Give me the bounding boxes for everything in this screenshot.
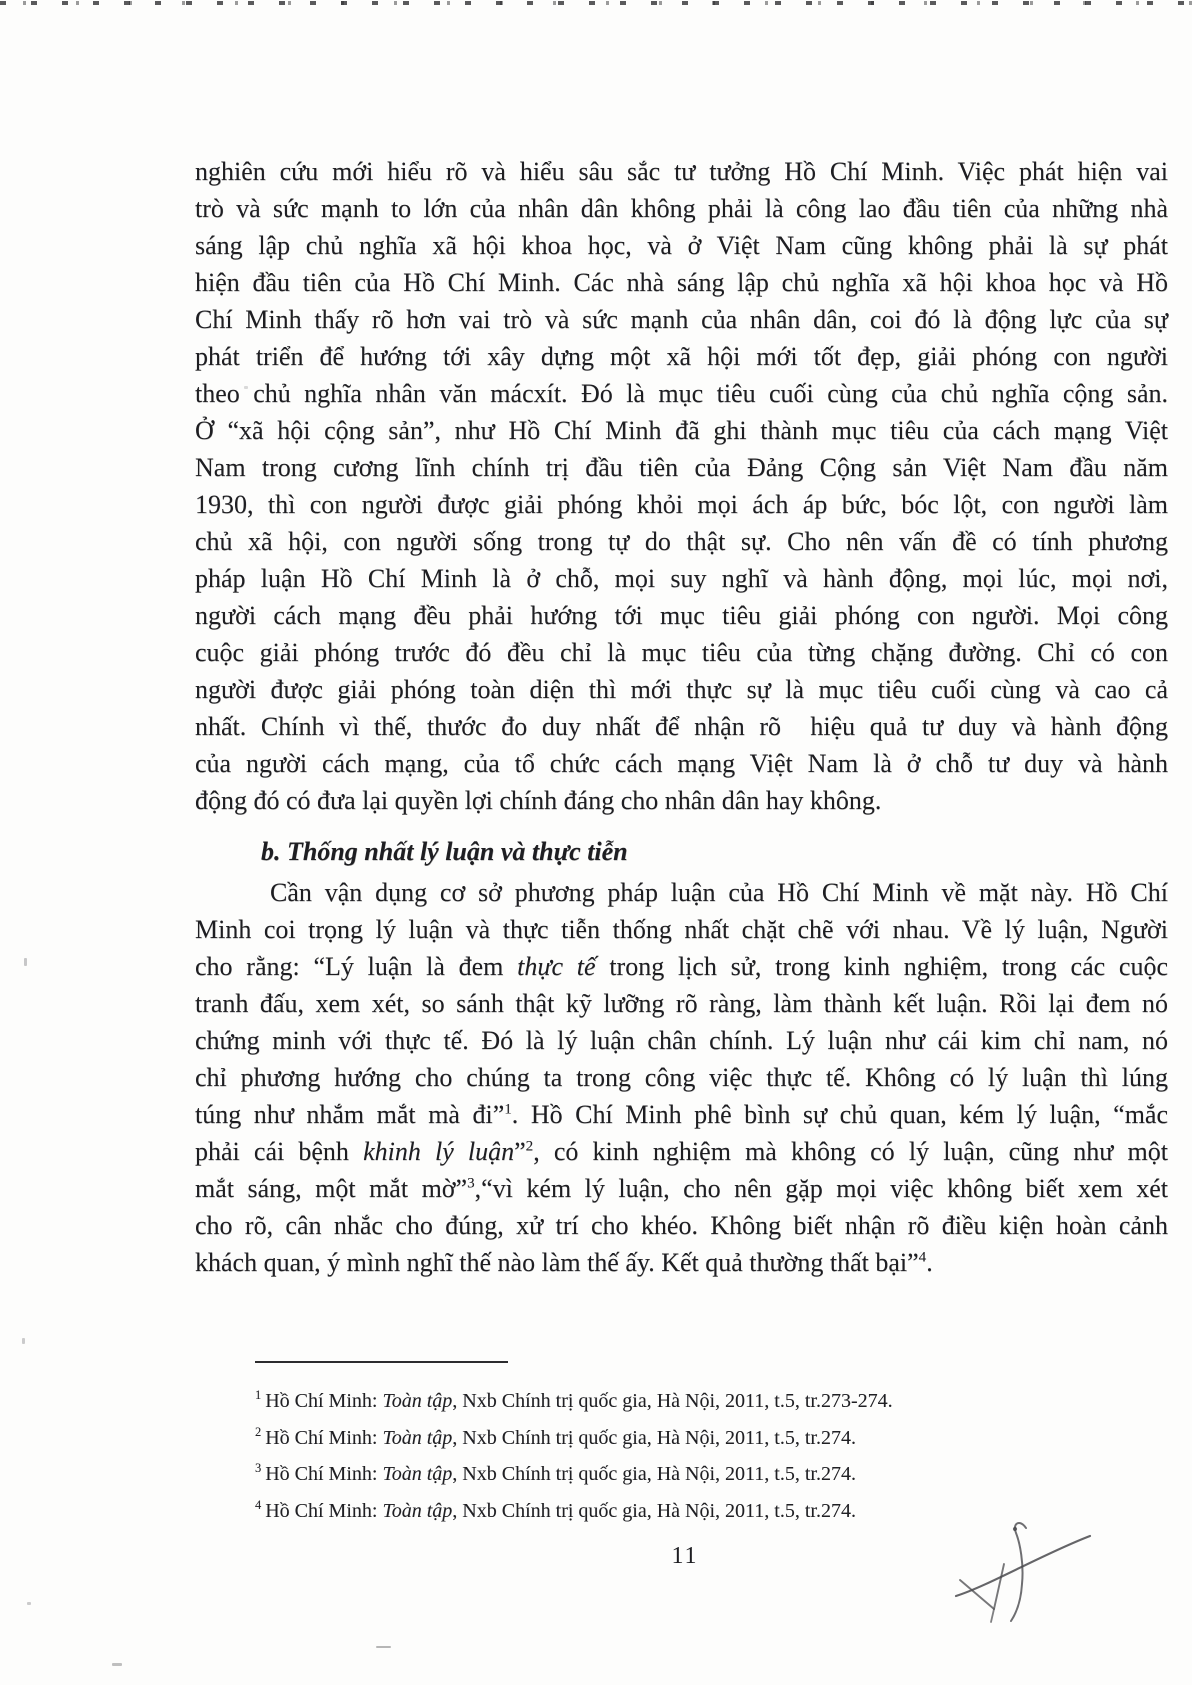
paragraph-continuation [195,153,1168,819]
text-span: trong lịch sử, trong kinh nghiệm, trong các cuộc [595,952,1168,981]
text-span: khách quan, ý mình nghĩ thế nào làm thế ấy. Kết quả thường thất bại” [195,1248,919,1277]
body-text-line [195,597,1168,634]
italic-text-span: Toàn tập [382,1426,453,1449]
scan-noise-speck [244,386,248,389]
body-text-line [195,1022,1168,1059]
text-span: trò và sức mạnh to lớn của nhân dân không phải là công lao đầu tiên của những nhà [195,194,1168,223]
body-text-line [195,560,1168,597]
body-text-line [195,1059,1168,1096]
footnote-line [255,1493,955,1530]
text-span: . [926,1248,933,1277]
text-span: cuộc giải phóng trước đó đều chỉ là mục tiêu của từng chặng đường. Chỉ có con [195,638,1168,667]
text-span: ,“vì kém lý luận, cho nên gặp mọi việc không biết xem xét [474,1174,1169,1203]
body-text-line [195,1133,1168,1170]
text-span: động đó có đưa lại quyền lợi chính đáng cho nhân dân hay không. [195,786,882,815]
body-text-line [195,1170,1168,1207]
text-span: nhất. Chính vì thế, thước đo duy nhất để nhận rõ hiệu quả tư duy và hành động [195,712,1168,741]
text-span: Minh coi trọng lý luận và thực tiễn thống nhất chặt chẽ với nhau. Về lý luận, Người [195,915,1168,944]
text-span: 1930, thì con người được giải phóng khỏi mọi ách áp bức, bóc lột, con người làm [195,490,1168,519]
body-text-line [195,338,1168,375]
footnote-list [255,1383,955,1529]
text-span: pháp luận Hồ Chí Minh là ở chỗ, mọi suy nghĩ và hành động, mọi lúc, mọi nơi, [195,564,1168,593]
text-span: mắt sáng, một mắt mờ” [195,1174,468,1203]
body-text-line [195,634,1168,671]
handwritten-mark [948,1516,1098,1634]
text-span: hiện đầu tiên của Hồ Chí Minh. Các nhà sáng lập chủ nghĩa xã hội khoa học và Hồ [195,268,1168,297]
text-span: tranh đấu, xem xét, so sánh thật kỹ lưỡng rõ ràng, làm thành kết luận. Rồi lại đem nó [195,989,1168,1018]
footnote-reference-superscript: 2 [525,1138,534,1155]
scan-noise-speck [112,1663,122,1666]
italic-text-span: Toàn tập [382,1463,453,1485]
body-text-line [195,671,1168,708]
footnote-reference-superscript: 3 [467,1175,475,1192]
body-text-line [195,1096,1168,1133]
footnote-reference-superscript: 4 [255,1497,262,1512]
footnote-line [255,1420,955,1457]
body-text-line [195,745,1168,782]
text-span: phải cái bệnh [195,1137,364,1166]
text-span: theo chủ nghĩa nhân văn mácxít. Đó là mục tiêu cuối cùng của chủ nghĩa cộng sản. [195,379,1168,408]
text-span: Cần vận dụng cơ sở phương pháp luận của Hồ Chí Minh về mặt này. Hồ Chí [270,878,1168,907]
scan-noise-speck [376,1646,391,1648]
text-span: sáng lập chủ nghĩa xã hội khoa học, và ở Việt Nam cũng không phải là sự phát [195,231,1168,260]
text-span: Chí Minh thấy rõ hơn vai trò và sức mạnh của nhân dân, coi đó là động lực của sự [195,305,1168,334]
text-span: người cách mạng đều phải hướng tới mục tiêu giải phóng con người. Mọi công [195,601,1168,630]
footnotes-block [255,1361,955,1529]
body-text-line [195,486,1168,523]
body-text-line [195,153,1168,190]
text-span: Hồ Chí Minh: [265,1463,383,1485]
body-text-line [195,412,1168,449]
text-span: , Nxb Chính trị quốc gia, Hà Nội, 2011, t.5, tr.273-274. [452,1390,893,1412]
text-span: Nam trong cương lĩnh chính trị đầu tiên của Đảng Cộng sản Việt Nam đầu năm [195,453,1168,482]
italic-text-span: khinh lý luận [363,1137,515,1166]
text-span: cho rằng: “Lý luận là đem [195,952,518,981]
scan-noise-speck [27,1602,31,1605]
scan-noise-speck [22,1338,25,1344]
footnote-line [255,1456,955,1493]
section-heading: b. Thống nhất lý luận và thực tiễn [261,837,628,866]
text-span: chứng minh với thực tế. Đó là lý luận chân chính. Lý luận như cái kim chỉ nam, nó [195,1026,1168,1055]
body-text-line [195,911,1168,948]
text-span: của người cách mạng, của tổ chức cách mạng Việt Nam là ở chỗ tư duy và hành [195,749,1168,778]
text-span: nghiên cứu mới hiểu rõ và hiểu sâu sắc tư tưởng Hồ Chí Minh. Việc phát hiện vai [195,157,1168,186]
text-span: chỉ phương hướng cho chúng ta trong công việc thực tế. Không có lý luận thì lúng [195,1063,1168,1092]
scan-noise-speck [24,958,27,966]
body-text-block [195,153,1168,1281]
body-text-line [195,1207,1168,1244]
body-text-line [195,190,1168,227]
italic-text-span: Toàn tập [382,1499,453,1522]
footnote-reference-superscript: 3 [255,1461,262,1476]
text-span: ” [514,1137,526,1166]
text-span: , Nxb Chính trị quốc gia, Hà Nội, 2011, t.5, tr.274. [452,1499,856,1522]
scan-artifact-top-edge [0,1,1192,5]
body-text-line [195,264,1168,301]
italic-text-span: Toàn tập [382,1390,453,1412]
body-text-line [195,301,1168,338]
text-span: Ở “xã hội cộng sản”, như Hồ Chí Minh đã ghi thành mục tiêu của cách mạng Việt [195,416,1168,445]
footnote-separator-rule [255,1361,508,1363]
text-span: cho rõ, cân nhắc cho đúng, xử trí cho khéo. Không biết nhận rõ điều kiện hoàn cảnh [195,1211,1168,1240]
footnote-reference-superscript: 4 [918,1249,927,1266]
footnote-reference-superscript: 1 [255,1388,262,1403]
body-text-line [195,948,1168,985]
footnote-reference-superscript: 1 [504,1101,512,1118]
text-span: , Nxb Chính trị quốc gia, Hà Nội, 2011, t.5, tr.274. [452,1463,856,1485]
body-text-line [195,227,1168,264]
text-span: Hồ Chí Minh: [265,1426,383,1449]
footnote-reference-superscript: 2 [255,1424,262,1439]
body-text-line [195,985,1168,1022]
text-span: phát triển để hướng tới xây dựng một xã hội mới tốt đẹp, giải phóng con người [195,342,1168,371]
text-span: , Nxb Chính trị quốc gia, Hà Nội, 2011, t.5, tr.274. [452,1426,856,1449]
text-span: Hồ Chí Minh: [265,1499,383,1522]
paragraph-theory-practice [195,874,1168,1281]
text-span: người được giải phóng toàn diện thì mới thực sự là mục tiêu cuối cùng và cao cả [195,675,1168,704]
body-text-line [195,1244,1168,1281]
body-text-line [195,782,1168,819]
footnote-line [255,1383,955,1420]
body-text-line [195,375,1168,412]
text-span: , có kinh nghiệm mà không có lý luận, cũng như một [533,1137,1168,1166]
text-span: Hồ Chí Minh: [265,1390,383,1412]
body-text-line [195,449,1168,486]
text-span: chủ xã hội, con người sống trong tự do thật sự. Cho nên vấn đề có tính phương [195,527,1168,556]
text-span: . Hồ Chí Minh phê bình sự chủ quan, kém lý luận, “mắc [511,1100,1168,1129]
body-text-line [195,874,1168,911]
body-text-line [195,708,1168,745]
italic-text-span: thực tế [517,952,596,981]
body-text-line [195,523,1168,560]
page-number: 11 [671,1543,699,1569]
text-span: túng như nhắm mắt mà đi” [195,1100,505,1129]
